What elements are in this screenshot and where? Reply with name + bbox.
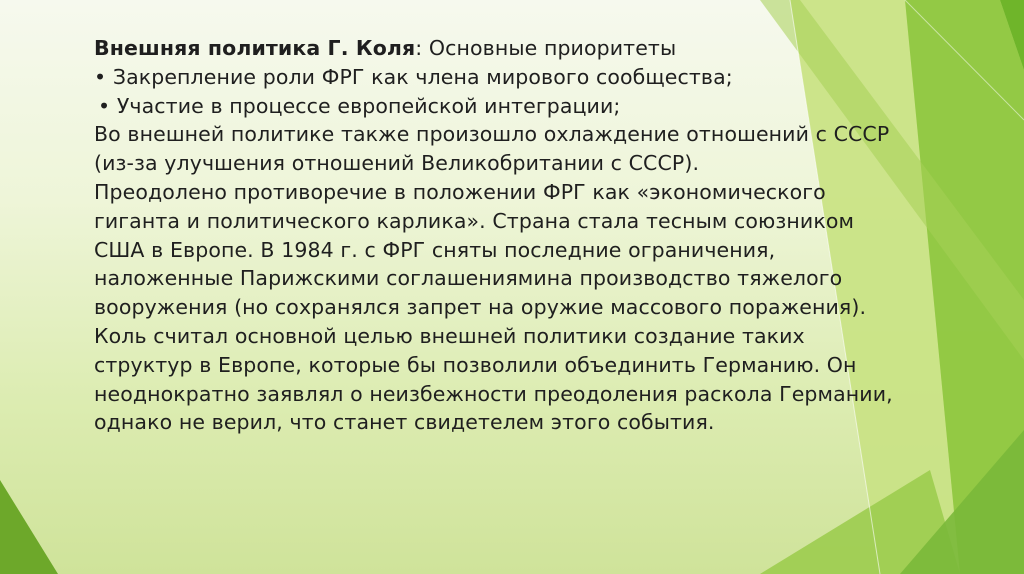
- body-line: США в Европе. В 1984 г. с ФРГ сняты последние ограничения,: [94, 237, 776, 262]
- heading-line: [94, 34, 894, 63]
- body-line: структур в Европе, которые бы позволили объединить Германию. Он: [94, 352, 857, 377]
- bullet-item: [94, 63, 894, 92]
- bullet-text: Участие в процессе европейской интеграции;: [116, 93, 621, 118]
- body-line: Коль считал основной целью внешней политики создание таких: [94, 323, 805, 348]
- heading-rest: : Основные приоритеты: [415, 36, 677, 60]
- body-line: однако не верил, что станет свидетелем этого события.: [94, 410, 715, 435]
- body-line: вооружения (но сохранялся запрет на оружие массового поражения).: [94, 295, 867, 320]
- body-line: наложенные Парижскими соглашениямина производство тяжелого: [94, 266, 843, 291]
- bullet-text: Закрепление роли ФРГ как члена мирового сообщества;: [112, 64, 733, 89]
- body-line: Во внешней политике также произошло охлаждение отношений с СССР: [94, 122, 890, 147]
- heading-bold: Внешняя политика Г. Коля: [94, 36, 416, 60]
- deco-bottom-left-triangle: [0, 480, 58, 574]
- body-line: Преодолено противоречие в положении ФРГ как «экономического: [94, 179, 826, 204]
- bullet-marker: •: [98, 93, 111, 118]
- body-line: неоднократно заявлял о неизбежности преодоления раскола Германии,: [94, 381, 893, 406]
- slide-text-block: [94, 34, 894, 437]
- bullet-item: [94, 92, 894, 121]
- body-line: гиганта и политического карлика». Страна стала тесным союзником: [94, 208, 855, 233]
- bullet-marker: •: [94, 64, 107, 89]
- body-line: (из-за улучшения отношений Великобритании с СССР).: [94, 151, 700, 176]
